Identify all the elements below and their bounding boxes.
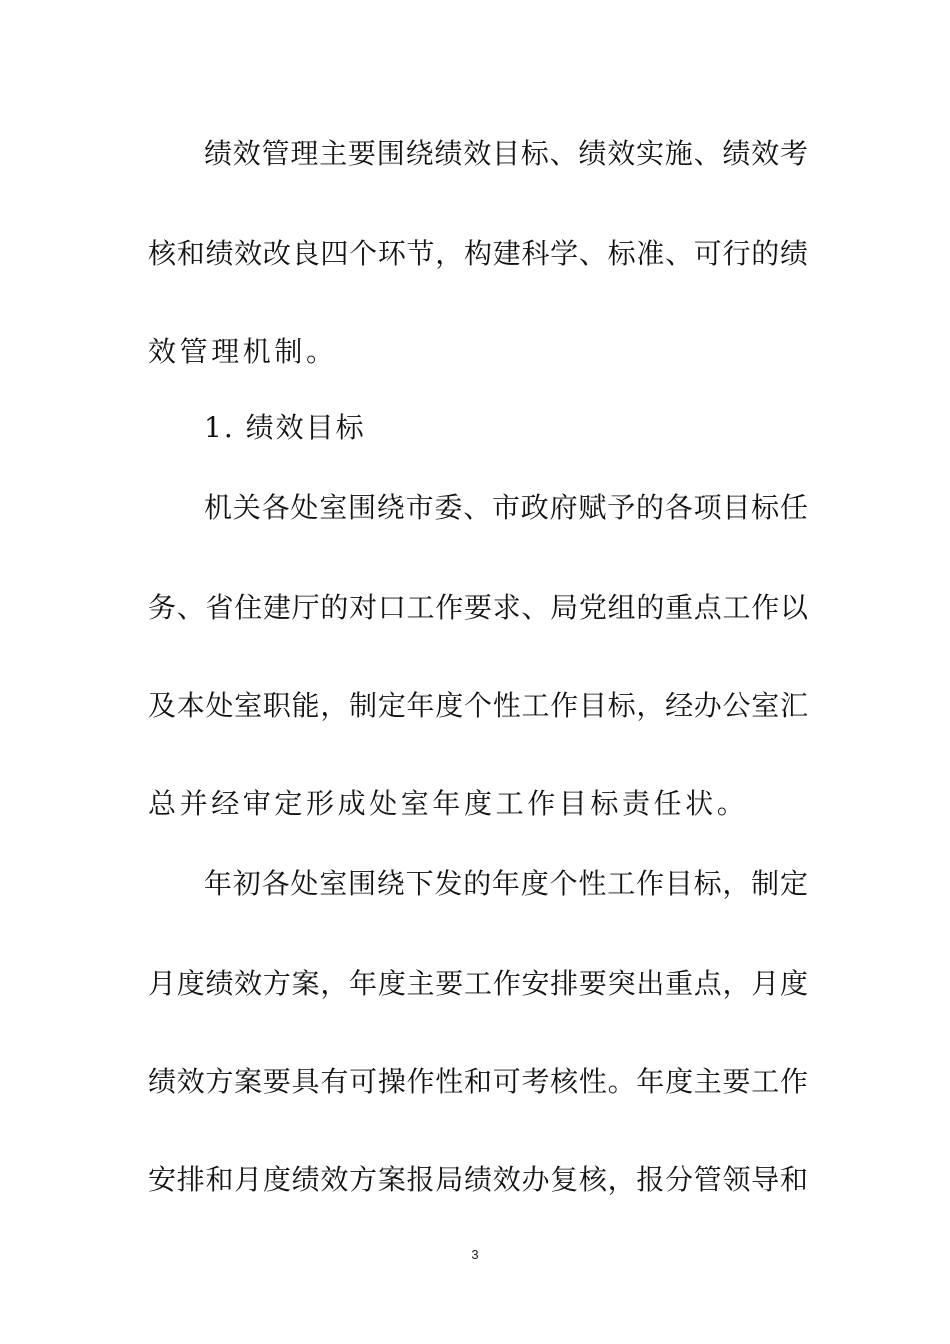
paragraph-2-line-1: 机关各处室围绕市委、市政府赋予的各项目标任 <box>204 491 808 524</box>
page-number: 3 <box>471 1247 479 1262</box>
paragraph-2-line-3: 及本处室职能，制定年度个性工作目标，经办公室汇 <box>148 689 808 722</box>
section-heading: 1. 绩效目标 <box>204 411 366 444</box>
paragraph-3-line-1: 年初各处室围绕下发的年度个性工作目标，制定 <box>204 867 808 900</box>
paragraph-1-line-2: 核和绩效改良四个环节，构建科学、标准、可行的绩 <box>148 237 808 270</box>
paragraph-3-line-4: 安排和月度绩效方案报局绩效办复核，报分管领导和 <box>148 1163 808 1196</box>
paragraph-1-line-1: 绩效管理主要围绕绩效目标、绩效实施、绩效考 <box>204 137 808 170</box>
paragraph-3-line-2: 月度绩效方案，年度主要工作安排要突出重点，月度 <box>148 967 808 1000</box>
paragraph-2-line-2: 务、省住建厅的对口工作要求、局党组的重点工作以 <box>148 591 808 624</box>
paragraph-2-line-4: 总并经审定形成处室年度工作目标责任状。 <box>148 787 749 820</box>
paragraph-1-line-3: 效管理机制。 <box>148 335 338 368</box>
paragraph-3-line-3: 绩效方案要具有可操作性和可考核性。年度主要工作 <box>148 1065 808 1098</box>
